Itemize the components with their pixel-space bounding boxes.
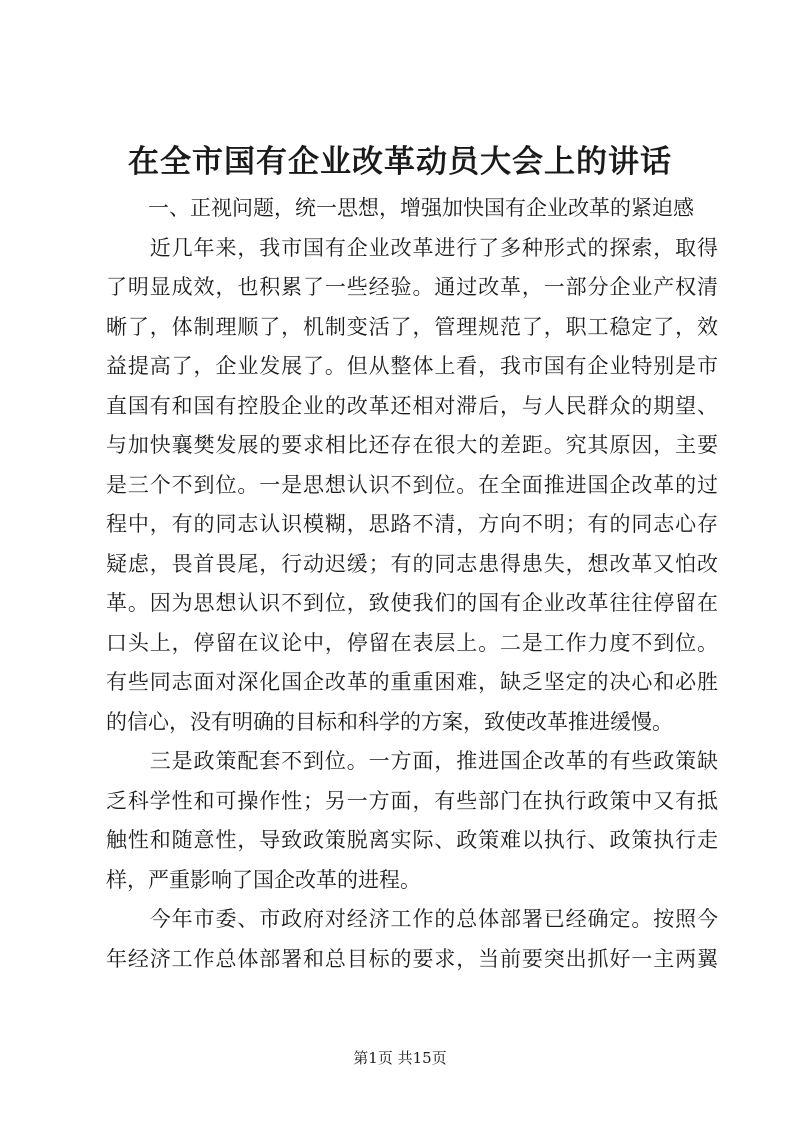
body-line: 程中，有的同志认识模糊，思路不清，方向不明；有的同志心存 [106, 512, 718, 536]
body-line: 口头上，停留在议论中，停留在表层上。二是工作力度不到位。 [106, 630, 718, 655]
body-line: 是三个不到位。一是思想认识不到位。在全面推进国企改革的过 [106, 472, 718, 497]
body-line: 近几年来，我市国有企业改革进行了多种形式的探索，取得 [106, 235, 718, 260]
body-line: 晰了，体制理顺了，机制变活了，管理规范了，职工稳定了，效 [106, 314, 718, 339]
document-body [106, 189, 718, 979]
body-line: 年经济工作总体部署和总目标的要求，当前要突出抓好一主两翼 [106, 946, 718, 971]
body-line: 与加快襄樊发展的要求相比还存在很大的差距。究其原因，主要 [106, 433, 718, 457]
body-line: 革。因为思想认识不到位，致使我们的国有企业改革往往停留在 [106, 591, 718, 615]
body-line: 今年市委、市政府对经济工作的总体部署已经确定。按照今 [106, 907, 718, 931]
body-line: 了明显成效，也积累了一些经验。通过改革，一部分企业产权清 [106, 275, 718, 299]
body-line: 益提高了，企业发展了。但从整体上看，我市国有企业特别是市 [106, 354, 718, 378]
body-line: 样，严重影响了国企改革的进程。 [106, 867, 421, 892]
section-heading: 一、正视问题，统一思想，增强加快国有企业改革的紧迫感 [106, 196, 694, 220]
body-line: 疑虑，畏首畏尾，行动迟缓；有的同志患得患失，想改革又怕改 [106, 551, 718, 576]
document-title: 在全市国有企业改革动员大会上的讲话 [128, 144, 672, 180]
body-line: 触性和随意性，导致政策脱离实际、政策难以执行、政策执行走 [106, 828, 718, 852]
body-line: 三是政策配套不到位。一方面，推进国企改革的有些政策缺 [106, 749, 718, 773]
body-line: 有些同志面对深化国企改革的重重困难，缺乏坚定的决心和必胜 [106, 670, 718, 694]
body-line: 的信心，没有明确的目标和科学的方案，致使改革推进缓慢。 [106, 709, 673, 734]
page-number-footer: 第1页 共15页 [353, 1049, 447, 1067]
body-line: 直国有和国有控股企业的改革还相对滞后，与人民群众的期望、 [106, 393, 718, 418]
body-line: 乏科学性和可操作性；另一方面，有些部门在执行政策中又有抵 [106, 788, 718, 813]
